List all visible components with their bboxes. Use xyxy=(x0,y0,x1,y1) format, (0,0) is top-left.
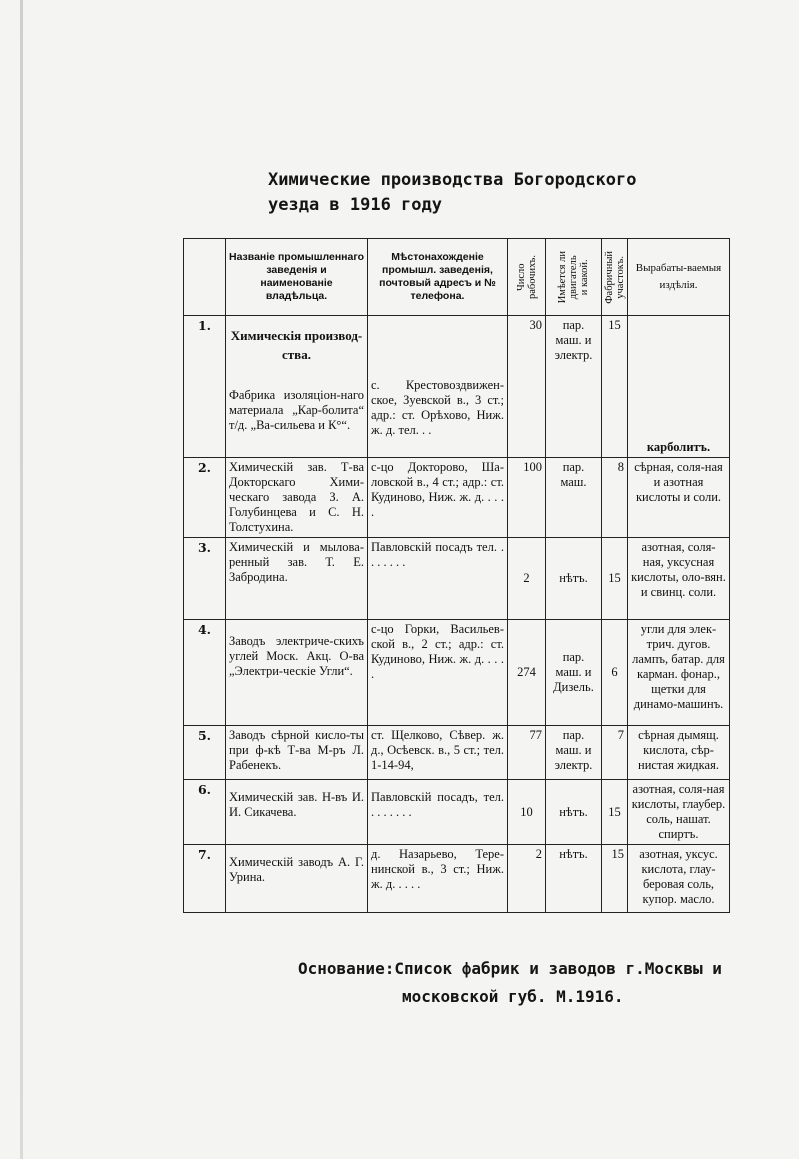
row-district: 7 xyxy=(602,726,628,780)
row-address: ст. Щелково, Сѣвер. ж. д., Осѣевск. в., 5 ст.; тел. 1-14-94, xyxy=(368,726,508,780)
title-line-1: Химические производства Богородского xyxy=(268,170,637,190)
row-products: азотная, соля-ная, уксусная кислоты, оло-вян. и свинц. соли. xyxy=(628,538,730,620)
title-line-2: уезда в 1916 году xyxy=(268,195,442,215)
row-products: сѣрная дымящ. кислота, сѣр-нистая жидкая. xyxy=(628,726,730,780)
row-products: азотная, соля-ная кислоты, глаубер. соль, нашат. спиртъ. xyxy=(628,780,730,845)
row-number: 5. xyxy=(184,726,226,780)
row-address: с. Крестовоздвижен-ское, Зуевской в., 3 ст.; адр.: ст. Орѣхово, Ниж. ж. д. тел. . . xyxy=(368,316,508,458)
row-district: 15 xyxy=(602,845,628,913)
row-district: 15 xyxy=(602,780,628,845)
row-workers: 10 xyxy=(508,780,546,845)
row-products: угли для элек-трич. дугов. лампъ, батар. для карман. фонар., щетки для динамо-машинъ. xyxy=(628,620,730,726)
header-address: Мѣстонахожденiе промышл. заведенiя, почтовый адресъ и № телефона. xyxy=(368,239,508,316)
row-district: 8 xyxy=(602,458,628,538)
row-products: азотная, уксус. кислота, глау-беровая соль, купор. масло. xyxy=(628,845,730,913)
row-number: 7. xyxy=(184,845,226,913)
table-row xyxy=(184,620,730,726)
table-row xyxy=(184,845,730,913)
header-number xyxy=(184,239,226,316)
row-number: 6. xyxy=(184,780,226,845)
row-workers: 100 xyxy=(508,458,546,538)
row-district: 6 xyxy=(602,620,628,726)
row-number: 4. xyxy=(184,620,226,726)
row-name: Химическiй зав. Т-ва Докторскаго Хими-ческаго завода З. А. Голубинцева и С. Н. Толстухина. xyxy=(226,458,368,538)
document-title xyxy=(268,168,688,218)
table-row xyxy=(184,458,730,538)
table-row xyxy=(184,316,730,458)
table-row xyxy=(184,780,730,845)
row-number: 3. xyxy=(184,538,226,620)
table-row xyxy=(184,726,730,780)
source-line-1: Основание:Список фабрик и заводов г.Москвы и xyxy=(298,959,722,978)
row-engine: нѣтъ. xyxy=(546,538,602,620)
factories-table xyxy=(183,238,730,913)
header-district: Фабричный участокъ. xyxy=(602,239,628,316)
source-note xyxy=(298,955,768,1011)
group-title: Химическiя производ-ства. xyxy=(230,328,363,362)
page-edge xyxy=(20,0,23,1159)
row-number: 1. xyxy=(184,316,226,458)
row-name: Химическiй зав. Н-въ И. И. Сикачева. xyxy=(226,780,368,845)
row-workers: 30 xyxy=(508,316,546,458)
row-products: сѣрная, соля-ная и азотная кислоты и соли. xyxy=(628,458,730,538)
row-address: д. Назарьево, Тере-нинской в., 3 ст.; Ниж. ж. д. . . . . xyxy=(368,845,508,913)
row-workers: 77 xyxy=(508,726,546,780)
row-workers: 2 xyxy=(508,538,546,620)
header-workers: Число рабочихъ. xyxy=(508,239,546,316)
row-district: 15 xyxy=(602,538,628,620)
row-engine: нѣтъ. xyxy=(546,845,602,913)
row-address: с-цо Докторово, Ша-ловской в., 4 ст.; адр.: ст. Кудиново, Ниж. ж. д. . . . . xyxy=(368,458,508,538)
row-district: 15 xyxy=(602,316,628,458)
row-engine: нѣтъ. xyxy=(546,780,602,845)
row-address: Павловскiй посадъ, тел. . . . . . . . xyxy=(368,780,508,845)
source-line-2: московской губ. М.1916. xyxy=(402,987,624,1006)
row-number: 2. xyxy=(184,458,226,538)
table-header-row xyxy=(184,239,730,316)
row-workers: 2 xyxy=(508,845,546,913)
row-address: с-цо Горки, Васильев-ской в., 2 ст.; адр.: ст. Кудиново, Ниж. ж. д. . . . . xyxy=(368,620,508,726)
row-engine: пар. маш. и электр. xyxy=(546,726,602,780)
table-row xyxy=(184,538,730,620)
row-name: Заводъ электриче-скихъ углей Моск. Акц. О-ва „Электри-ческiе Угли“. xyxy=(226,620,368,726)
row-address: Павловскiй посадъ тел. . . . . . . . xyxy=(368,538,508,620)
row-name: Химическiй заводъ А. Г. Урина. xyxy=(226,845,368,913)
row-engine: пар. маш. xyxy=(546,458,602,538)
row-products: карболитъ. xyxy=(628,316,730,458)
row-engine: пар. маш. и электр. xyxy=(546,316,602,458)
row-engine: пар. маш. и Дизель. xyxy=(546,620,602,726)
header-engine: Имѣется ли двигатель и какой. xyxy=(546,239,602,316)
header-name: Названiе промышленнаго заведенiя и наименованiе владѣльца. xyxy=(226,239,368,316)
header-products: Вырабаты-ваемыя издѣлiя. xyxy=(628,239,730,316)
row-name: Заводъ сѣрной кисло-ты при ф-кѣ Т-ва М-ръ Л. Рабенекъ. xyxy=(226,726,368,780)
row-name: Химическiй и мылова-ренный зав. Т. Е. Забродина. xyxy=(226,538,368,620)
row-workers: 274 xyxy=(508,620,546,726)
row-name: Химическiя производ-ства. Фабрика изоляцiон-наго материала „Кар-болита“ т/д. „Ва-сильева и К°“. xyxy=(226,316,368,458)
